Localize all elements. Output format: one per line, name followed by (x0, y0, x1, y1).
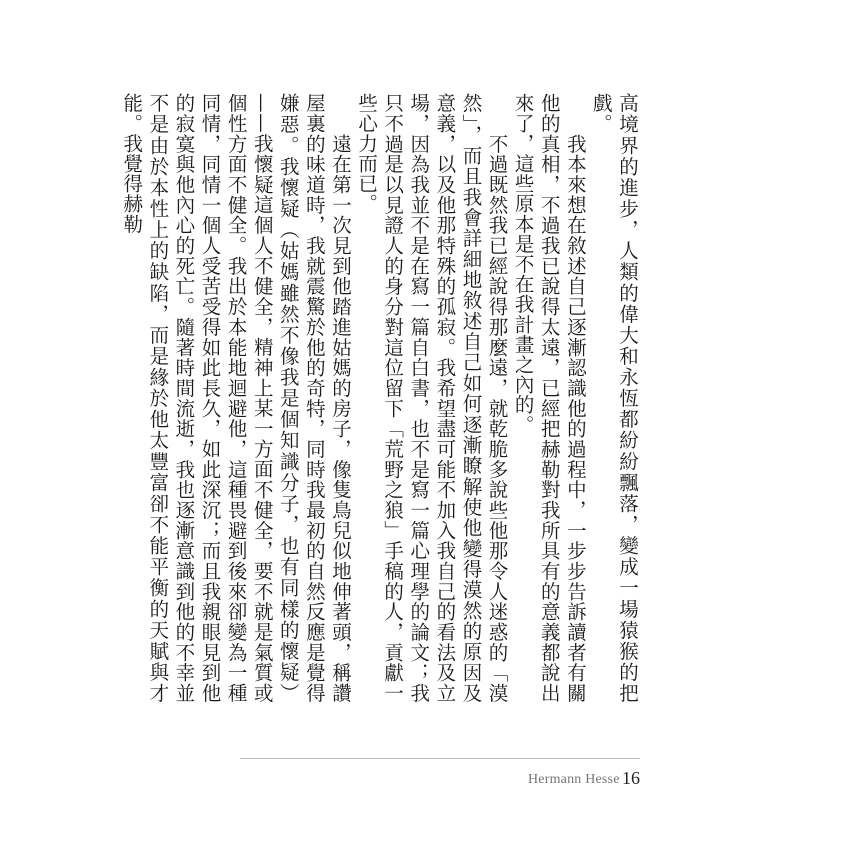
running-footer-author: Hermann Hesse (528, 772, 620, 787)
page-number: 16 (622, 768, 640, 788)
paragraph-2: 我本來想在敘述自己逐漸認識他的過程中，一步步告訴讀者有關他的真相，不過我已說得太遠，已經把赫勒對我所具有的意義都說出來了，這些原本是不在我計畫之內的。 (511, 93, 587, 703)
paragraph-3: 不過既然我已經說得那麼遠，就乾脆多說些他那令人迷惑的「漠然」，而且我會詳細地敘述自己如何逐漸瞭解使他變得漠然的原因及意義，以及他那特殊的孤寂。我希望盡可能不加入我自己的看法及立場，因為我並不是在寫一篇自白書，也不是寫一篇心理學的論文；我只不過是以見證人的身分對這位留下「荒野之狼」手稿的人，貢獻一些心力而已。 (355, 93, 509, 703)
footer-divider (240, 758, 640, 759)
paragraph-1: 高境界的進步，人類的偉大和永恆都紛紛飄落，變成一場猿猴的把戲。 (589, 93, 639, 703)
body-text (120, 93, 640, 703)
paragraph-4: 遠在第一次見到他踏進姑媽的房子，像隻鳥兒似地伸著頭，稱讚屋裏的味道時，我就震驚於他的奇特，同時我最初的自然反應是覺得嫌惡。我懷疑（姑媽雖然不像我是個知識分子，也有同樣的懷疑）——我懷疑這個人不健全，精神上某一方面不健全，要不就是氣質或個性方面不健全。我出於本能地迴避他，這種畏避到後來卻變為一種同情，同情一個人受苦受得如此長久，如此深沉；而且我親眼見到他的寂寞與他內心的死亡。隨著時間流逝，我也逐漸意識到他的不幸並不是由於本性上的缺陷，而是緣於他太豐富卻不能平衡的天賦與才能。我覺得赫勒 (120, 93, 352, 703)
